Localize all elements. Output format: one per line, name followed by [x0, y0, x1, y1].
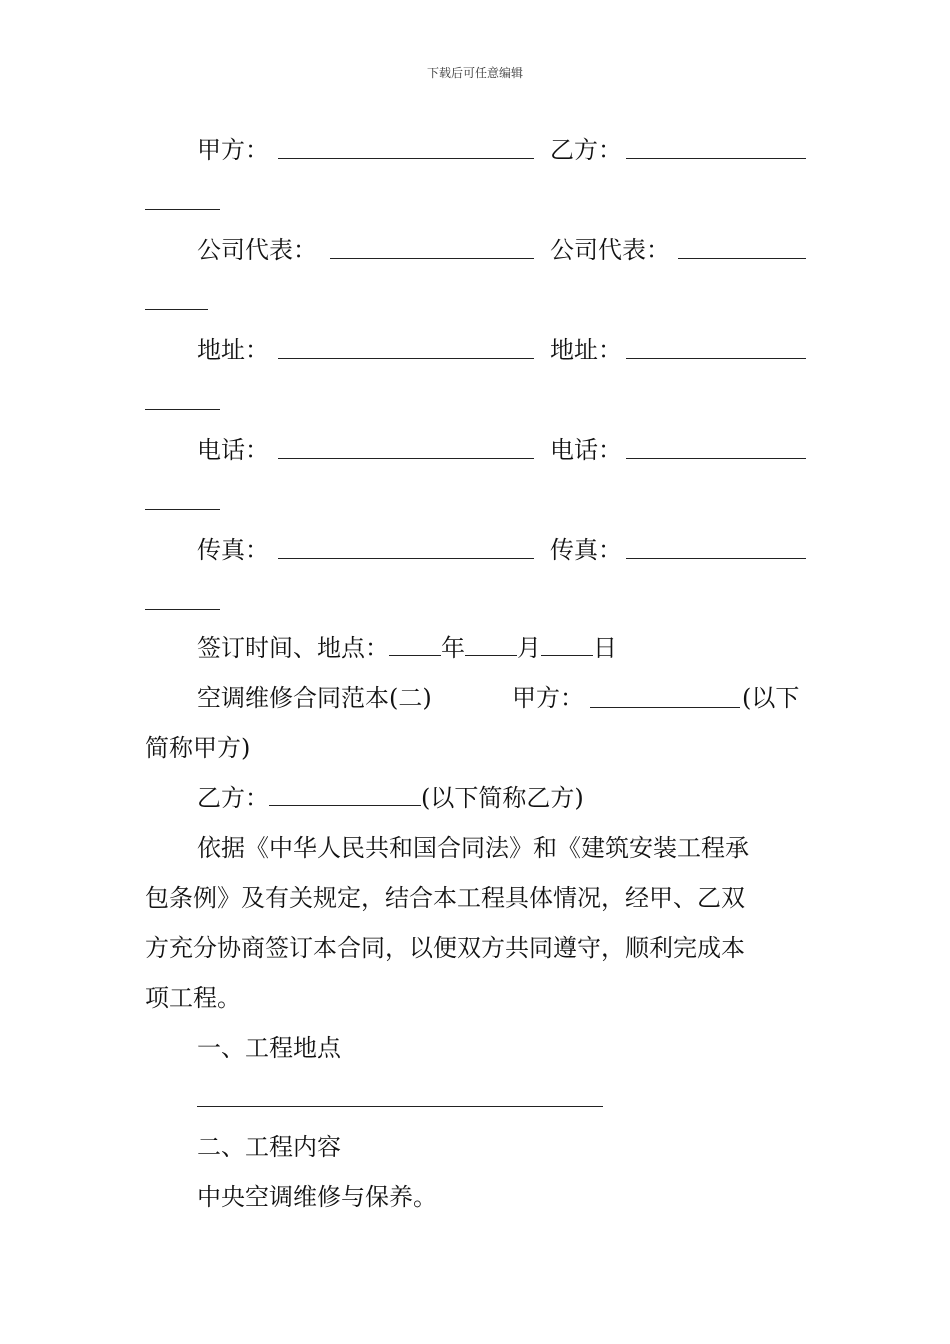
rep-b-blank	[678, 258, 806, 259]
fax-a-label: 传真：	[197, 536, 269, 564]
party-a-blank	[278, 158, 534, 159]
para-line-4: 项工程。	[145, 984, 241, 1012]
contract2-party-a-suffix-cont: 简称甲方)	[145, 734, 251, 762]
day-blank	[541, 635, 593, 656]
contract2-party-b-label: 乙方：	[197, 784, 269, 812]
rep-b-blank-cont	[145, 309, 208, 310]
signing-line	[197, 632, 617, 664]
phone-b-blank	[626, 458, 806, 459]
phone-b-label: 电话：	[550, 436, 622, 464]
day-text: 日	[593, 634, 617, 662]
para-line-1: 依据《中华人民共和国合同法》和《建筑安装工程承	[197, 834, 749, 862]
year-text: 年	[441, 634, 465, 662]
party-b-blank-cont	[145, 209, 220, 210]
fax-b-label: 传真：	[550, 536, 622, 564]
addr-a-blank	[278, 358, 534, 359]
section-1-blank	[197, 1106, 603, 1107]
section-2-body: 中央空调维修与保养。	[197, 1183, 437, 1211]
addr-b-label: 地址：	[550, 336, 622, 364]
contract2-party-a-label: 甲方：	[512, 684, 584, 712]
addr-b-blank	[626, 358, 806, 359]
contract2-party-a-blank	[590, 707, 740, 708]
contract2-party-b-blank	[269, 785, 421, 806]
section-2-heading: 二、工程内容	[197, 1133, 341, 1161]
rep-b-label: 公司代表：	[550, 236, 670, 264]
contract2-party-a-suffix: (以下	[742, 684, 800, 712]
addr-a-label: 地址：	[197, 336, 269, 364]
section-1-heading: 一、工程地点	[197, 1034, 341, 1062]
party-a-label: 甲方：	[197, 136, 269, 164]
addr-b-blank-cont	[145, 409, 220, 410]
fax-a-blank	[278, 558, 534, 559]
para-line-3: 方充分协商签订本合同，以便双方共同遵守，顺利完成本	[145, 934, 745, 962]
para-line-2: 包条例》及有关规定，结合本工程具体情况，经甲、乙双	[145, 884, 745, 912]
page-header: 下载后可任意编辑	[426, 66, 523, 80]
rep-a-blank	[330, 258, 534, 259]
fax-b-blank	[626, 558, 806, 559]
contract2-party-b-line	[197, 782, 584, 814]
phone-b-blank-cont	[145, 509, 220, 510]
year-blank	[389, 635, 441, 656]
party-b-blank	[626, 158, 806, 159]
rep-a-label: 公司代表：	[197, 236, 317, 264]
contract2-title: 空调维修合同范本(二)	[197, 684, 432, 712]
month-text: 月	[517, 634, 541, 662]
contract2-party-b-suffix: (以下简称乙方)	[421, 784, 584, 812]
phone-a-label: 电话：	[197, 436, 269, 464]
party-b-label: 乙方：	[550, 136, 622, 164]
month-blank	[465, 635, 517, 656]
fax-b-blank-cont	[145, 609, 220, 610]
signing-label: 签订时间、地点：	[197, 634, 389, 662]
phone-a-blank	[278, 458, 534, 459]
